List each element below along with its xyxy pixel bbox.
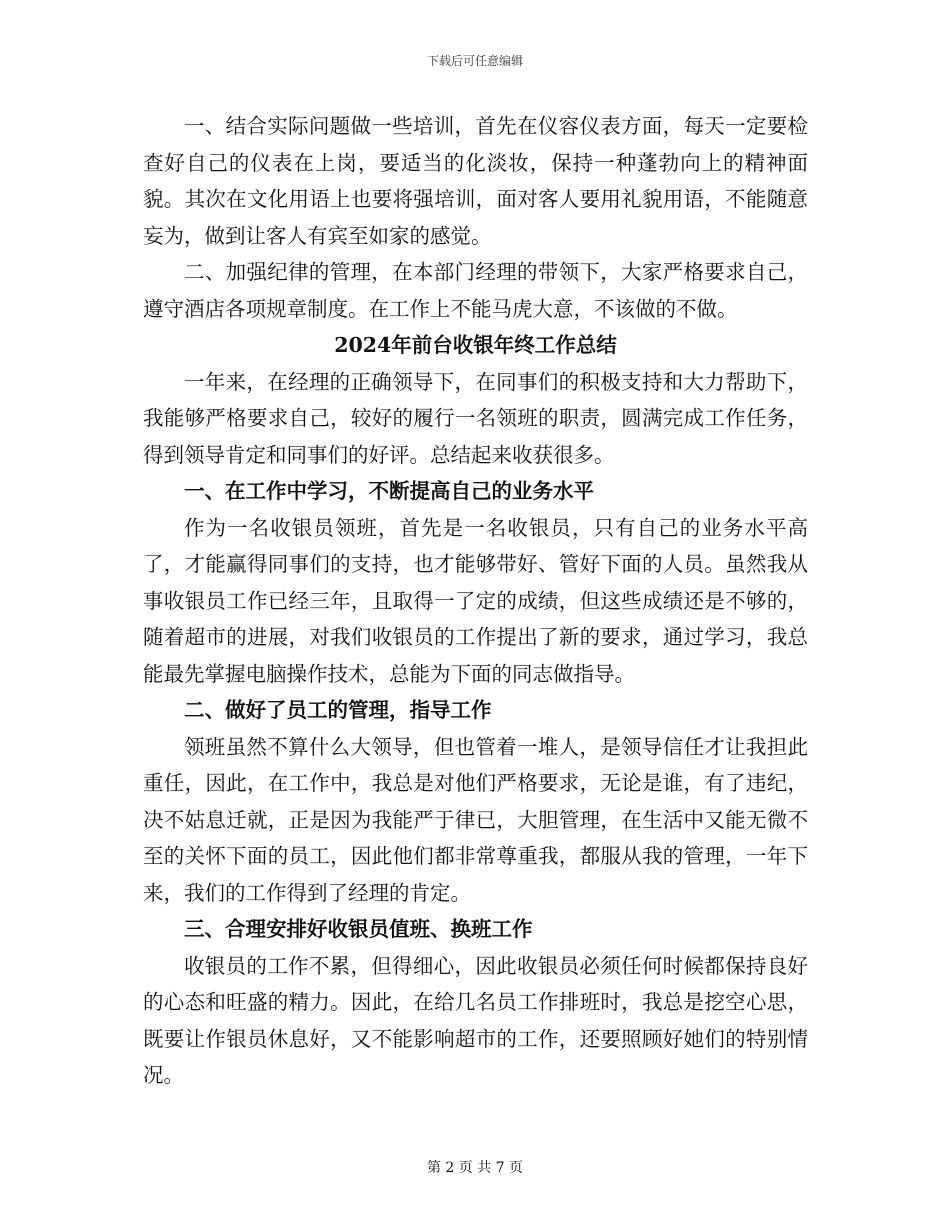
paragraph: 一、结合实际问题做一些培训，首先在仪容仪表方面，每天一定要检查好自己的仪表在上岗，要适当的化淡妆，保持一种蓬勃向上的精神面貌。其次在文化用语上也要将强培训，面对客人要用礼貌用语，不能随意妄为，做到让客人有宾至如家的感觉。	[143, 114, 808, 248]
paragraph: 二、加强纪律的管理，在本部门经理的带领下，大家严格要求自己，遵守酒店各项规章制度。在工作上不能马虎大意，不该做的不做。	[143, 260, 808, 321]
page-footer: 第 2 页 共 7 页	[426, 1160, 524, 1176]
page-header: 下载后可任意编辑	[426, 54, 523, 68]
section-heading: 二、做好了员工的管理，指导工作	[184, 698, 492, 722]
paragraph: 作为一名收银员领班，首先是一名收银员，只有自己的业务水平高了，才能赢得同事们的支持，也才能够带好、管好下面的人员。虽然我从事收银员工作已经三年，且取得一了定的成绩，但这些成绩还是不够的，随着超市的进展，对我们收银员的工作提出了新的要求，通过学习，我总能最先掌握电脑操作技术，总能为下面的同志做指导。	[143, 515, 808, 686]
paragraph: 收银员的工作不累，但得细心，因此收银员必须任何时候都保持良好的心态和旺盛的精力。因此，在给几名员工作排班时，我总是挖空心思，既要让作银员休息好，又不能影响超市的工作，还要照顾好她们的特别情况。	[143, 953, 808, 1087]
document-body	[143, 108, 808, 1094]
section-heading: 一、在工作中学习，不断提高自己的业务水平	[184, 479, 594, 503]
paragraph: 领班虽然不算什么大领导，但也管着一堆人，是领导信任才让我担此重任，因此，在工作中，我总是对他们严格要求，无论是谁，有了违纪，决不姑息迁就，正是因为我能严于律已，大胆管理，在生活中又能无微不至的关怀下面的员工，因此他们都非常尊重我，都服从我的管理，一年下来，我们的工作得到了经理的肯定。	[143, 734, 808, 905]
section-heading: 三、合理安排好收银员值班、换班工作	[184, 917, 533, 941]
paragraph: 一年来，在经理的正确领导下，在同事们的积极支持和大力帮助下，我能够严格要求自己，较好的履行一名领班的职责，圆满完成工作任务，得到领导肯定和同事们的好评。总结起来收获很多。	[143, 369, 808, 467]
document-title: 2024年前台收银年终工作总结	[334, 333, 617, 357]
